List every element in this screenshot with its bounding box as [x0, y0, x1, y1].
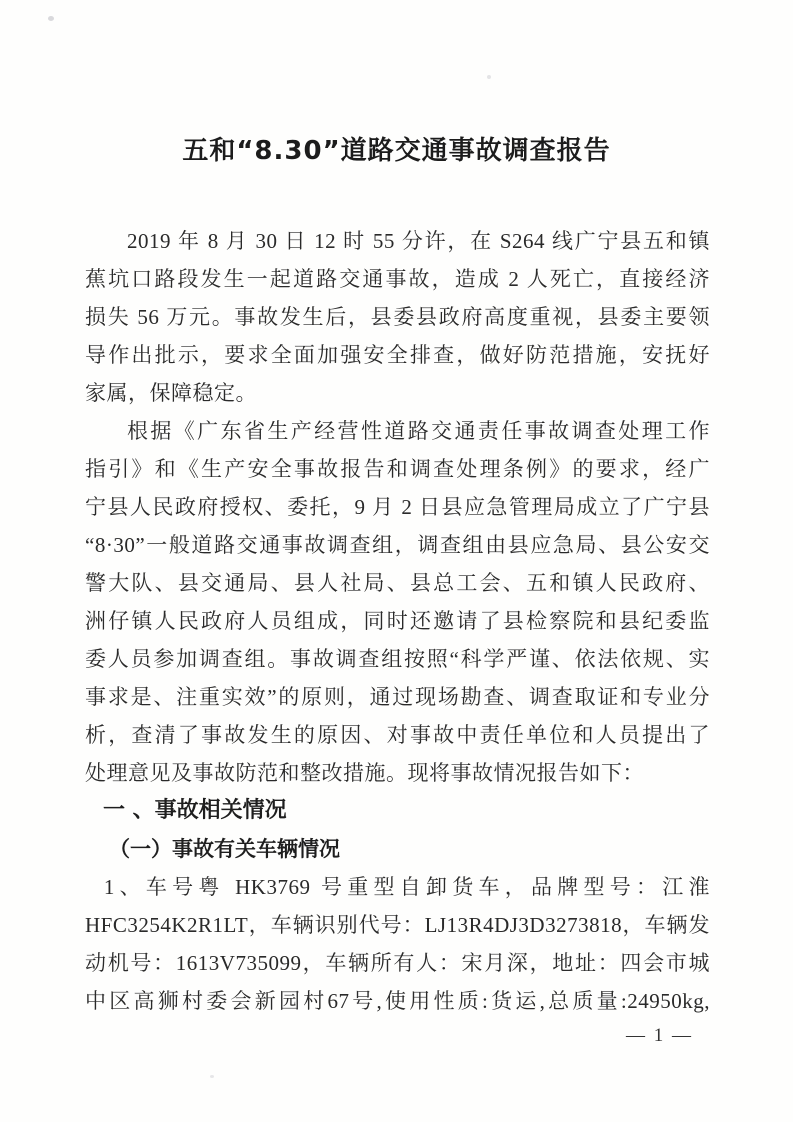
- text-line: 洲仔镇人民政府人员组成，同时还邀请了县检察院和县纪委监: [85, 609, 710, 633]
- text-line: 委人员参加调查组。事故调查组按照“科学严谨、依法依规、实: [85, 647, 710, 671]
- text-line: 根据《广东省生产经营性道路交通责任事故调查处理工作: [127, 419, 710, 443]
- scan-artifact: [487, 75, 491, 79]
- paragraph-accident-intro: [85, 222, 710, 412]
- text-line: 析，查清了事故发生的原因、对事故中责任单位和人员提出了: [85, 723, 710, 747]
- section-heading-accident-info: 一 、事故相关情况: [103, 798, 287, 823]
- text-line: 导作出批示，要求全面加强安全排查，做好防范措施，安抚好: [85, 343, 710, 367]
- paragraph-vehicle-details: [85, 868, 710, 1020]
- text-line: 动机号：1613V735099，车辆所有人：宋月深，地址：四会市城: [85, 951, 710, 975]
- subsection-heading-vehicle-info: （一）事故有关车辆情况: [109, 837, 340, 861]
- text-line: 指引》和《生产安全事故报告和调查处理条例》的要求，经广: [85, 457, 710, 481]
- text-line: 1、车号粤 HK3769 号重型自卸货车，品牌型号：江淮: [103, 875, 710, 899]
- text-line: 蕉坑口路段发生一起道路交通事故，造成 2 人死亡，直接经济: [85, 267, 710, 291]
- text-line: 2019 年 8 月 30 日 12 时 55 分许，在 S264 线广宁县五和镇: [127, 229, 710, 253]
- text-line: 家属，保障稳定。: [85, 381, 257, 405]
- text-line: “8·30”一般道路交通事故调查组，调查组由县应急局、县公安交: [85, 533, 710, 557]
- text-line: 损失 56 万元。事故发生后，县委县政府高度重视，县委主要领: [85, 305, 710, 329]
- text-line: 处理意见及事故防范和整改措施。现将事故情况报告如下：: [85, 761, 644, 785]
- document-body: [85, 222, 710, 1020]
- page-title: 五和“8.30”道路交通事故调查报告: [182, 136, 611, 166]
- text-line: HFC3254K2R1LT，车辆识别代号：LJ13R4DJ3D3273818，车辆发: [85, 913, 710, 937]
- text-line: 中区高狮村委会新园村67号,使用性质:货运,总质量:24950kg,: [85, 989, 710, 1013]
- text-line: 事求是、注重实效”的原则，通过现场勘查、调查取证和专业分: [85, 685, 710, 709]
- scan-artifact: [48, 16, 54, 21]
- text-line: 警大队、县交通局、县人社局、县总工会、五和镇人民政府、: [85, 571, 710, 595]
- page-number: — 1 —: [626, 1025, 693, 1046]
- text-line: 宁县人民政府授权、委托，9 月 2 日县应急管理局成立了广宁县: [85, 495, 710, 519]
- scan-artifact: [210, 1075, 214, 1078]
- paragraph-investigation-setup: [85, 412, 710, 792]
